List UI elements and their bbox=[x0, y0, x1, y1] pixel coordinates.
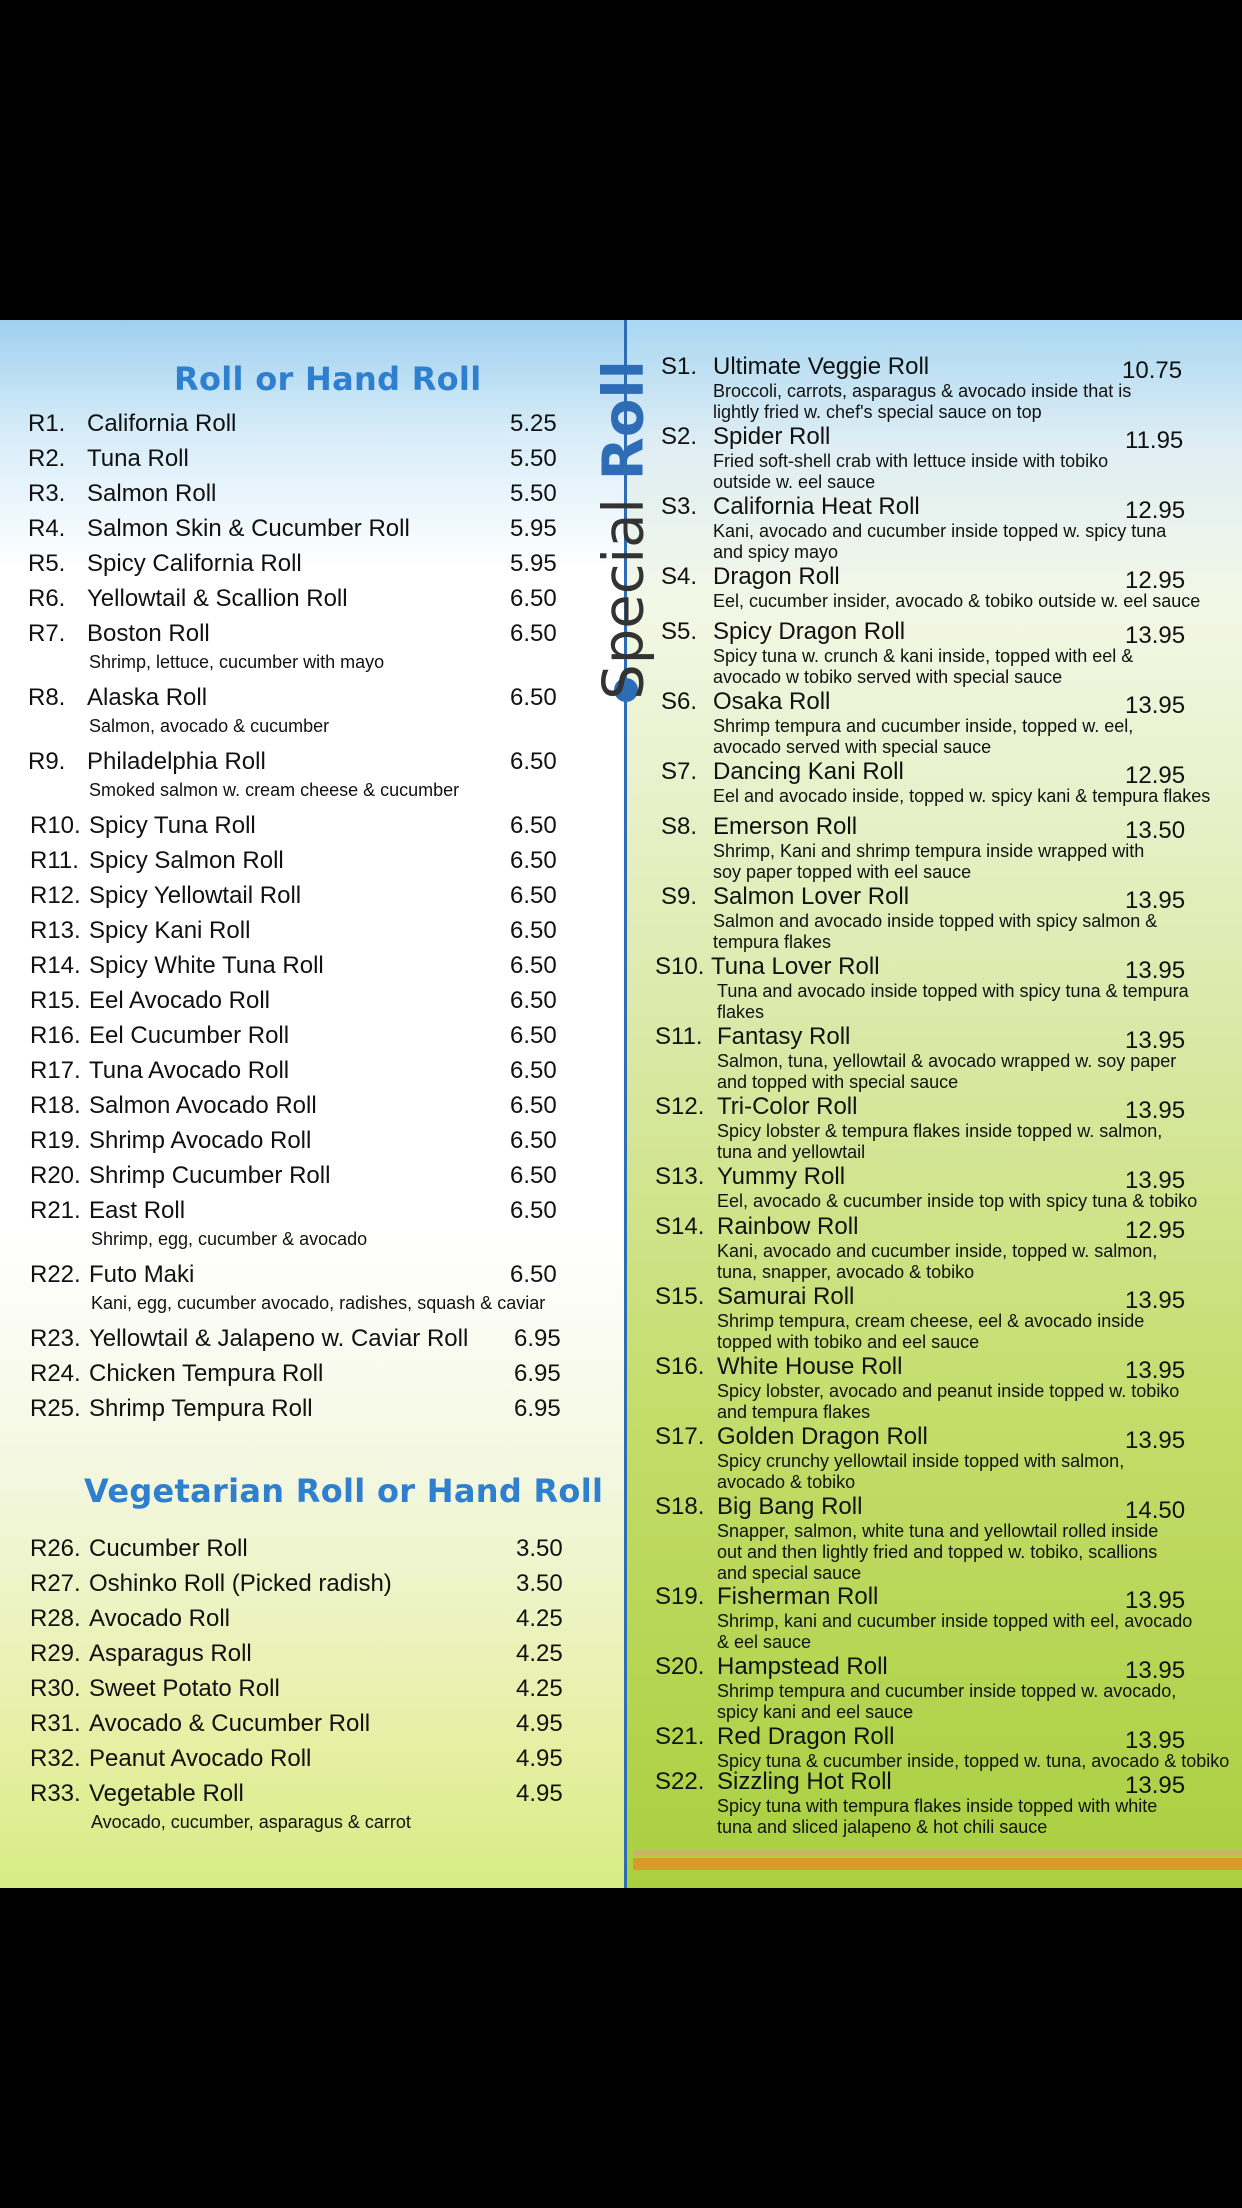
special-item-description: avocado served with special sauce bbox=[713, 737, 992, 757]
special-item-name: Spicy Dragon Roll bbox=[713, 618, 906, 645]
special-item-price: 12.95 bbox=[1125, 567, 1186, 594]
item-price: 5.95 bbox=[510, 550, 557, 577]
special-item-name: Golden Dragon Roll bbox=[717, 1423, 928, 1450]
special-item-row bbox=[625, 563, 1242, 593]
special-item-description: Salmon and avocado inside topped with spicy salmon & bbox=[713, 911, 1158, 931]
section-title-vegetarian-roll: Vegetarian Roll or Hand Roll bbox=[84, 1472, 604, 1510]
item-price: 5.50 bbox=[510, 445, 557, 472]
menu-item-row bbox=[0, 1710, 625, 1740]
special-item-price: 13.50 bbox=[1125, 817, 1186, 844]
special-item-description: Broccoli, carrots, asparagus & avocado inside that is bbox=[713, 381, 1132, 401]
special-item-code: S11. bbox=[655, 1023, 703, 1050]
special-item-description: and topped with special sauce bbox=[717, 1072, 959, 1092]
special-item-price: 13.95 bbox=[1125, 1287, 1186, 1314]
item-price: 6.50 bbox=[510, 1162, 557, 1189]
special-item-row bbox=[625, 953, 1242, 983]
item-name: California Roll bbox=[87, 410, 237, 437]
special-roll-title-word2: Roll bbox=[591, 360, 657, 481]
special-item-code: S18. bbox=[655, 1493, 705, 1520]
item-price: 3.50 bbox=[516, 1535, 563, 1562]
item-code: R9. bbox=[28, 748, 66, 775]
item-price: 6.50 bbox=[510, 1261, 557, 1288]
item-name: Asparagus Roll bbox=[89, 1640, 252, 1667]
special-item-price: 10.75 bbox=[1122, 357, 1183, 384]
menu-item-row bbox=[0, 515, 625, 545]
menu-item-row bbox=[0, 952, 625, 982]
item-name: Alaska Roll bbox=[87, 684, 208, 711]
item-name: Vegetable Roll bbox=[89, 1780, 244, 1807]
menu-item-row bbox=[0, 748, 625, 778]
menu-item-row bbox=[0, 1640, 625, 1670]
item-price: 4.95 bbox=[516, 1710, 563, 1737]
special-item-description: & eel sauce bbox=[717, 1632, 812, 1652]
menu-item-row bbox=[0, 1057, 625, 1087]
special-item-name: Tri-Color Roll bbox=[717, 1093, 858, 1120]
special-item-price: 12.95 bbox=[1125, 1217, 1186, 1244]
item-price: 6.50 bbox=[510, 847, 557, 874]
item-code: R26. bbox=[30, 1535, 81, 1562]
item-description: Kani, egg, cucumber avocado, radishes, squash & caviar bbox=[91, 1293, 546, 1313]
special-item-code: S19. bbox=[655, 1583, 705, 1610]
special-item-code: S22. bbox=[655, 1768, 705, 1795]
item-name: Spicy White Tuna Roll bbox=[89, 952, 324, 979]
item-code: R28. bbox=[30, 1605, 81, 1632]
menu-item-row bbox=[0, 1605, 625, 1635]
item-price: 6.50 bbox=[510, 917, 557, 944]
menu-item-row bbox=[0, 1395, 625, 1425]
item-code: R14. bbox=[30, 952, 81, 979]
special-item-name: White House Roll bbox=[717, 1353, 903, 1380]
special-item-row bbox=[625, 1583, 1242, 1613]
special-item-price: 13.95 bbox=[1125, 1357, 1186, 1384]
item-name: Avocado Roll bbox=[89, 1605, 230, 1632]
special-item-description: lightly fried w. chef's special sauce on top bbox=[713, 402, 1042, 422]
special-item-name: Osaka Roll bbox=[713, 688, 831, 715]
special-item-description: Eel, cucumber insider, avocado & tobiko outside w. eel sauce bbox=[713, 591, 1201, 611]
item-code: R27. bbox=[30, 1570, 81, 1597]
special-item-name: Yummy Roll bbox=[717, 1163, 846, 1190]
right-menu-panel bbox=[625, 320, 1242, 1888]
item-code: R19. bbox=[30, 1127, 81, 1154]
special-item-description: Spicy crunchy yellowtail inside topped with salmon, bbox=[717, 1451, 1125, 1471]
menu-item-row bbox=[0, 1127, 625, 1157]
left-menu-panel bbox=[0, 320, 625, 1888]
special-item-description: Kani, avocado and cucumber inside topped w. spicy tuna bbox=[713, 521, 1167, 541]
item-price: 6.50 bbox=[510, 1057, 557, 1084]
item-price: 5.50 bbox=[510, 480, 557, 507]
item-price: 6.50 bbox=[510, 1092, 557, 1119]
item-name: Eel Avocado Roll bbox=[89, 987, 271, 1014]
item-price: 5.95 bbox=[510, 515, 557, 542]
special-item-row bbox=[625, 1493, 1242, 1523]
special-item-description: spicy kani and eel sauce bbox=[717, 1702, 914, 1722]
item-name: Spicy Tuna Roll bbox=[89, 812, 256, 839]
special-item-row bbox=[625, 1213, 1242, 1243]
special-item-code: S17. bbox=[655, 1423, 705, 1450]
special-item-row bbox=[625, 1093, 1242, 1123]
menu-item-row bbox=[0, 1022, 625, 1052]
special-item-description: out and then lightly fried and topped w. tobiko, scallions bbox=[717, 1542, 1158, 1562]
special-item-row bbox=[625, 1723, 1242, 1753]
special-item-code: S14. bbox=[655, 1213, 705, 1240]
special-item-code: S6. bbox=[661, 688, 698, 715]
special-item-description: and spicy mayo bbox=[713, 542, 839, 562]
item-price: 5.25 bbox=[510, 410, 557, 437]
menu-item-row bbox=[0, 480, 625, 510]
menu-item-row bbox=[0, 550, 625, 580]
special-item-price: 13.95 bbox=[1125, 692, 1186, 719]
item-code: R21. bbox=[30, 1197, 81, 1224]
item-price: 6.50 bbox=[510, 684, 557, 711]
special-item-row bbox=[625, 1653, 1242, 1683]
special-item-code: S2. bbox=[661, 423, 698, 450]
item-name: Salmon Avocado Roll bbox=[89, 1092, 317, 1119]
item-price: 6.95 bbox=[514, 1395, 561, 1422]
special-item-price: 13.95 bbox=[1125, 1772, 1186, 1799]
item-code: R31. bbox=[30, 1710, 81, 1737]
special-item-price: 13.95 bbox=[1125, 1587, 1186, 1614]
special-item-row bbox=[625, 423, 1242, 453]
menu-item-row bbox=[0, 1675, 625, 1705]
item-price: 6.95 bbox=[514, 1325, 561, 1352]
special-item-row bbox=[625, 353, 1242, 383]
special-item-price: 13.95 bbox=[1125, 887, 1186, 914]
item-code: R30. bbox=[30, 1675, 81, 1702]
menu-item-row bbox=[0, 1360, 625, 1390]
item-code: R25. bbox=[30, 1395, 81, 1422]
special-item-description: avocado & tobiko bbox=[717, 1472, 856, 1492]
item-code: R2. bbox=[28, 445, 66, 472]
special-item-row bbox=[625, 1023, 1242, 1053]
special-item-row bbox=[625, 618, 1242, 648]
special-item-price: 13.95 bbox=[1125, 1727, 1186, 1754]
item-price: 6.50 bbox=[510, 620, 557, 647]
item-price: 6.50 bbox=[510, 882, 557, 909]
special-item-code: S16. bbox=[655, 1353, 705, 1380]
special-item-description: Spicy lobster & tempura flakes inside topped w. salmon, bbox=[717, 1121, 1163, 1141]
special-item-code: S10. bbox=[655, 953, 705, 980]
item-name: Boston Roll bbox=[87, 620, 210, 647]
menu-item-row bbox=[0, 1745, 625, 1775]
item-code: R4. bbox=[28, 515, 66, 542]
item-description: Salmon, avocado & cucumber bbox=[89, 716, 330, 736]
special-item-description: Fried soft-shell crab with lettuce inside with tobiko bbox=[713, 451, 1109, 471]
menu-item-row bbox=[0, 1092, 625, 1122]
menu-item-row bbox=[0, 1570, 625, 1600]
menu-item-row bbox=[0, 847, 625, 877]
special-item-description: Shrimp tempura and cucumber inside topped w. avocado, bbox=[717, 1681, 1177, 1701]
special-item-code: S20. bbox=[655, 1653, 705, 1680]
item-description: Smoked salmon w. cream cheese & cucumber bbox=[89, 780, 460, 800]
special-item-price: 14.50 bbox=[1125, 1497, 1186, 1524]
item-code: R17. bbox=[30, 1057, 81, 1084]
special-item-name: Red Dragon Roll bbox=[717, 1723, 895, 1750]
item-price: 6.50 bbox=[510, 987, 557, 1014]
special-item-description: and special sauce bbox=[717, 1563, 862, 1583]
special-item-code: S12. bbox=[655, 1093, 705, 1120]
item-name: Shrimp Tempura Roll bbox=[89, 1395, 313, 1422]
menu-item-row bbox=[0, 620, 625, 650]
special-item-description: Eel and avocado inside, topped w. spicy kani & tempura flakes bbox=[713, 786, 1211, 806]
item-code: R23. bbox=[30, 1325, 81, 1352]
item-price: 6.50 bbox=[510, 1197, 557, 1224]
item-code: R1. bbox=[28, 410, 66, 437]
special-item-description: tempura flakes bbox=[713, 932, 832, 952]
special-item-description: and tempura flakes bbox=[717, 1402, 871, 1422]
item-code: R22. bbox=[30, 1261, 81, 1288]
special-item-price: 11.95 bbox=[1125, 427, 1184, 454]
menu-item-row bbox=[0, 684, 625, 714]
menu-item-row bbox=[0, 1780, 625, 1810]
special-item-code: S13. bbox=[655, 1163, 705, 1190]
special-item-code: S1. bbox=[661, 353, 698, 380]
special-item-description: tuna and sliced jalapeno & hot chili sauce bbox=[717, 1817, 1048, 1837]
item-code: R24. bbox=[30, 1360, 81, 1387]
special-item-description: Shrimp tempura, cream cheese, eel & avocado inside bbox=[717, 1311, 1145, 1331]
menu-item-row bbox=[0, 1325, 625, 1355]
special-item-price: 12.95 bbox=[1125, 762, 1186, 789]
special-item-row bbox=[625, 1283, 1242, 1313]
special-item-description: Spicy tuna with tempura flakes inside topped with white bbox=[717, 1796, 1158, 1816]
special-item-name: Spider Roll bbox=[713, 423, 831, 450]
special-item-description: Tuna and avocado inside topped with spicy tuna & tempura bbox=[717, 981, 1189, 1001]
special-item-code: S4. bbox=[661, 563, 698, 590]
special-item-name: Samurai Roll bbox=[717, 1283, 855, 1310]
special-item-name: Fantasy Roll bbox=[717, 1023, 851, 1050]
item-name: Salmon Skin & Cucumber Roll bbox=[87, 515, 410, 542]
special-item-code: S8. bbox=[661, 813, 698, 840]
special-item-row bbox=[625, 1423, 1242, 1453]
item-price: 4.95 bbox=[516, 1780, 563, 1807]
item-name: Eel Cucumber Roll bbox=[89, 1022, 290, 1049]
special-item-name: Big Bang Roll bbox=[717, 1493, 863, 1520]
item-code: R10. bbox=[30, 812, 81, 839]
item-description: Avocado, cucumber, asparagus & carrot bbox=[91, 1812, 411, 1832]
item-price: 6.50 bbox=[510, 952, 557, 979]
item-name: Tuna Avocado Roll bbox=[89, 1057, 290, 1084]
item-code: R3. bbox=[28, 480, 66, 507]
special-item-description: Shrimp, Kani and shrimp tempura inside wrapped with bbox=[713, 841, 1145, 861]
item-code: R7. bbox=[28, 620, 66, 647]
item-price: 4.25 bbox=[516, 1675, 563, 1702]
item-name: Spicy California Roll bbox=[87, 550, 302, 577]
special-item-description: Spicy tuna & cucumber inside, topped w. tuna, avocado & tobiko bbox=[717, 1751, 1230, 1771]
item-description: Shrimp, lettuce, cucumber with mayo bbox=[89, 652, 385, 672]
special-item-row bbox=[625, 493, 1242, 523]
item-name: Tuna Roll bbox=[87, 445, 189, 472]
special-item-description: Spicy tuna w. crunch & kani inside, topped with eel & bbox=[713, 646, 1134, 666]
menu-item-row bbox=[0, 812, 625, 842]
item-code: R12. bbox=[30, 882, 81, 909]
special-item-name: Dancing Kani Roll bbox=[713, 758, 904, 785]
menu-item-row bbox=[0, 917, 625, 947]
special-item-code: S5. bbox=[661, 618, 698, 645]
special-item-code: S15. bbox=[655, 1283, 705, 1310]
special-item-row bbox=[625, 1768, 1242, 1798]
item-name: Spicy Kani Roll bbox=[89, 917, 251, 944]
special-item-description: Eel, avocado & cucumber inside top with spicy tuna & tobiko bbox=[717, 1191, 1198, 1211]
special-item-row bbox=[625, 688, 1242, 718]
special-item-description: tuna and yellowtail bbox=[717, 1142, 866, 1162]
menu-item-row bbox=[0, 1535, 625, 1565]
item-name: Philadelphia Roll bbox=[87, 748, 266, 775]
item-code: R18. bbox=[30, 1092, 81, 1119]
menu-item-row bbox=[0, 410, 625, 440]
item-description: Shrimp, egg, cucumber & avocado bbox=[91, 1229, 368, 1249]
special-item-name: Rainbow Roll bbox=[717, 1213, 859, 1240]
special-item-code: S3. bbox=[661, 493, 698, 520]
item-price: 6.50 bbox=[510, 748, 557, 775]
special-item-description: Snapper, salmon, white tuna and yellowtail rolled inside bbox=[717, 1521, 1159, 1541]
special-item-code: S9. bbox=[661, 883, 698, 910]
special-item-name: Salmon Lover Roll bbox=[713, 883, 910, 910]
item-name: Spicy Salmon Roll bbox=[89, 847, 284, 874]
item-code: R29. bbox=[30, 1640, 81, 1667]
special-item-description: Salmon, tuna, yellowtail & avocado wrapped w. soy paper bbox=[717, 1051, 1177, 1071]
special-item-description: Kani, avocado and cucumber inside, topped w. salmon, bbox=[717, 1241, 1158, 1261]
special-item-row bbox=[625, 1163, 1242, 1193]
item-name: Chicken Tempura Roll bbox=[89, 1360, 324, 1387]
item-price: 6.50 bbox=[510, 1022, 557, 1049]
item-code: R16. bbox=[30, 1022, 81, 1049]
special-item-row bbox=[625, 758, 1242, 788]
item-price: 3.50 bbox=[516, 1570, 563, 1597]
item-code: R20. bbox=[30, 1162, 81, 1189]
special-item-description: flakes bbox=[717, 1002, 765, 1022]
special-item-code: S7. bbox=[661, 758, 698, 785]
special-item-name: Dragon Roll bbox=[713, 563, 840, 590]
item-code: R5. bbox=[28, 550, 66, 577]
menu-item-row bbox=[0, 585, 625, 615]
special-item-price: 13.95 bbox=[1125, 1027, 1186, 1054]
item-price: 4.25 bbox=[516, 1640, 563, 1667]
special-item-price: 13.95 bbox=[1125, 1427, 1186, 1454]
item-name: Spicy Yellowtail Roll bbox=[89, 882, 302, 909]
special-item-price: 12.95 bbox=[1125, 497, 1186, 524]
special-item-description: topped with tobiko and eel sauce bbox=[717, 1332, 980, 1352]
item-name: Shrimp Cucumber Roll bbox=[89, 1162, 331, 1189]
menu-item-row bbox=[0, 1197, 625, 1227]
special-item-description: soy paper topped with eel sauce bbox=[713, 862, 972, 882]
special-item-description: tuna, snapper, avocado & tobiko bbox=[717, 1262, 975, 1282]
item-price: 6.50 bbox=[510, 812, 557, 839]
special-item-name: Sizzling Hot Roll bbox=[717, 1768, 892, 1795]
bottom-accent-stripe bbox=[633, 1850, 1242, 1856]
special-item-name: Tuna Lover Roll bbox=[711, 953, 880, 980]
special-item-description: Shrimp, kani and cucumber inside topped with eel, avocado bbox=[717, 1611, 1193, 1631]
item-name: Oshinko Roll (Picked radish) bbox=[89, 1570, 392, 1597]
menu-item-row bbox=[0, 987, 625, 1017]
item-name: Avocado & Cucumber Roll bbox=[89, 1710, 371, 1737]
bottom-accent-band bbox=[633, 1858, 1242, 1870]
special-item-price: 13.95 bbox=[1125, 1657, 1186, 1684]
menu-item-row bbox=[0, 882, 625, 912]
item-name: Sweet Potato Roll bbox=[89, 1675, 280, 1702]
special-item-description: avocado w tobiko served with special sauce bbox=[713, 667, 1063, 687]
item-code: R15. bbox=[30, 987, 81, 1014]
item-code: R11. bbox=[30, 847, 79, 874]
menu-item-row bbox=[0, 1162, 625, 1192]
special-roll-title-word1: Special bbox=[591, 498, 657, 700]
item-name: Futo Maki bbox=[89, 1261, 195, 1288]
item-code: R13. bbox=[30, 917, 81, 944]
item-price: 4.95 bbox=[516, 1745, 563, 1772]
item-code: R33. bbox=[30, 1780, 81, 1807]
special-item-name: Emerson Roll bbox=[713, 813, 858, 840]
menu-item-row bbox=[0, 1261, 625, 1291]
item-name: Yellowtail & Jalapeno w. Caviar Roll bbox=[89, 1325, 469, 1352]
item-price: 6.50 bbox=[510, 1127, 557, 1154]
special-item-row bbox=[625, 813, 1242, 843]
special-item-price: 13.95 bbox=[1125, 1167, 1186, 1194]
item-name: Shrimp Avocado Roll bbox=[89, 1127, 312, 1154]
special-item-name: Ultimate Veggie Roll bbox=[713, 353, 930, 380]
special-item-name: Fisherman Roll bbox=[717, 1583, 879, 1610]
special-item-price: 13.95 bbox=[1125, 957, 1186, 984]
item-code: R8. bbox=[28, 684, 66, 711]
menu-page bbox=[0, 320, 1242, 1888]
section-title-roll-or-hand-roll: Roll or Hand Roll bbox=[174, 360, 482, 398]
menu-item-row bbox=[0, 445, 625, 475]
item-price: 4.25 bbox=[516, 1605, 563, 1632]
special-item-row bbox=[625, 883, 1242, 913]
item-name: Cucumber Roll bbox=[89, 1535, 248, 1562]
item-name: Salmon Roll bbox=[87, 480, 217, 507]
item-name: East Roll bbox=[89, 1197, 186, 1224]
item-name: Yellowtail & Scallion Roll bbox=[87, 585, 348, 612]
special-item-description: Spicy lobster, avocado and peanut inside topped w. tobiko bbox=[717, 1381, 1180, 1401]
special-item-row bbox=[625, 1353, 1242, 1383]
item-code: R6. bbox=[28, 585, 66, 612]
special-item-description: outside w. eel sauce bbox=[713, 472, 876, 492]
special-item-price: 13.95 bbox=[1125, 1097, 1186, 1124]
special-item-price: 13.95 bbox=[1125, 622, 1186, 649]
item-code: R32. bbox=[30, 1745, 81, 1772]
special-item-description: Shrimp tempura and cucumber inside, topped w. eel, bbox=[713, 716, 1134, 736]
special-item-name: Hampstead Roll bbox=[717, 1653, 888, 1680]
item-name: Peanut Avocado Roll bbox=[89, 1745, 312, 1772]
item-price: 6.50 bbox=[510, 585, 557, 612]
special-item-code: S21. bbox=[655, 1723, 705, 1750]
special-item-name: California Heat Roll bbox=[713, 493, 920, 520]
item-price: 6.95 bbox=[514, 1360, 561, 1387]
